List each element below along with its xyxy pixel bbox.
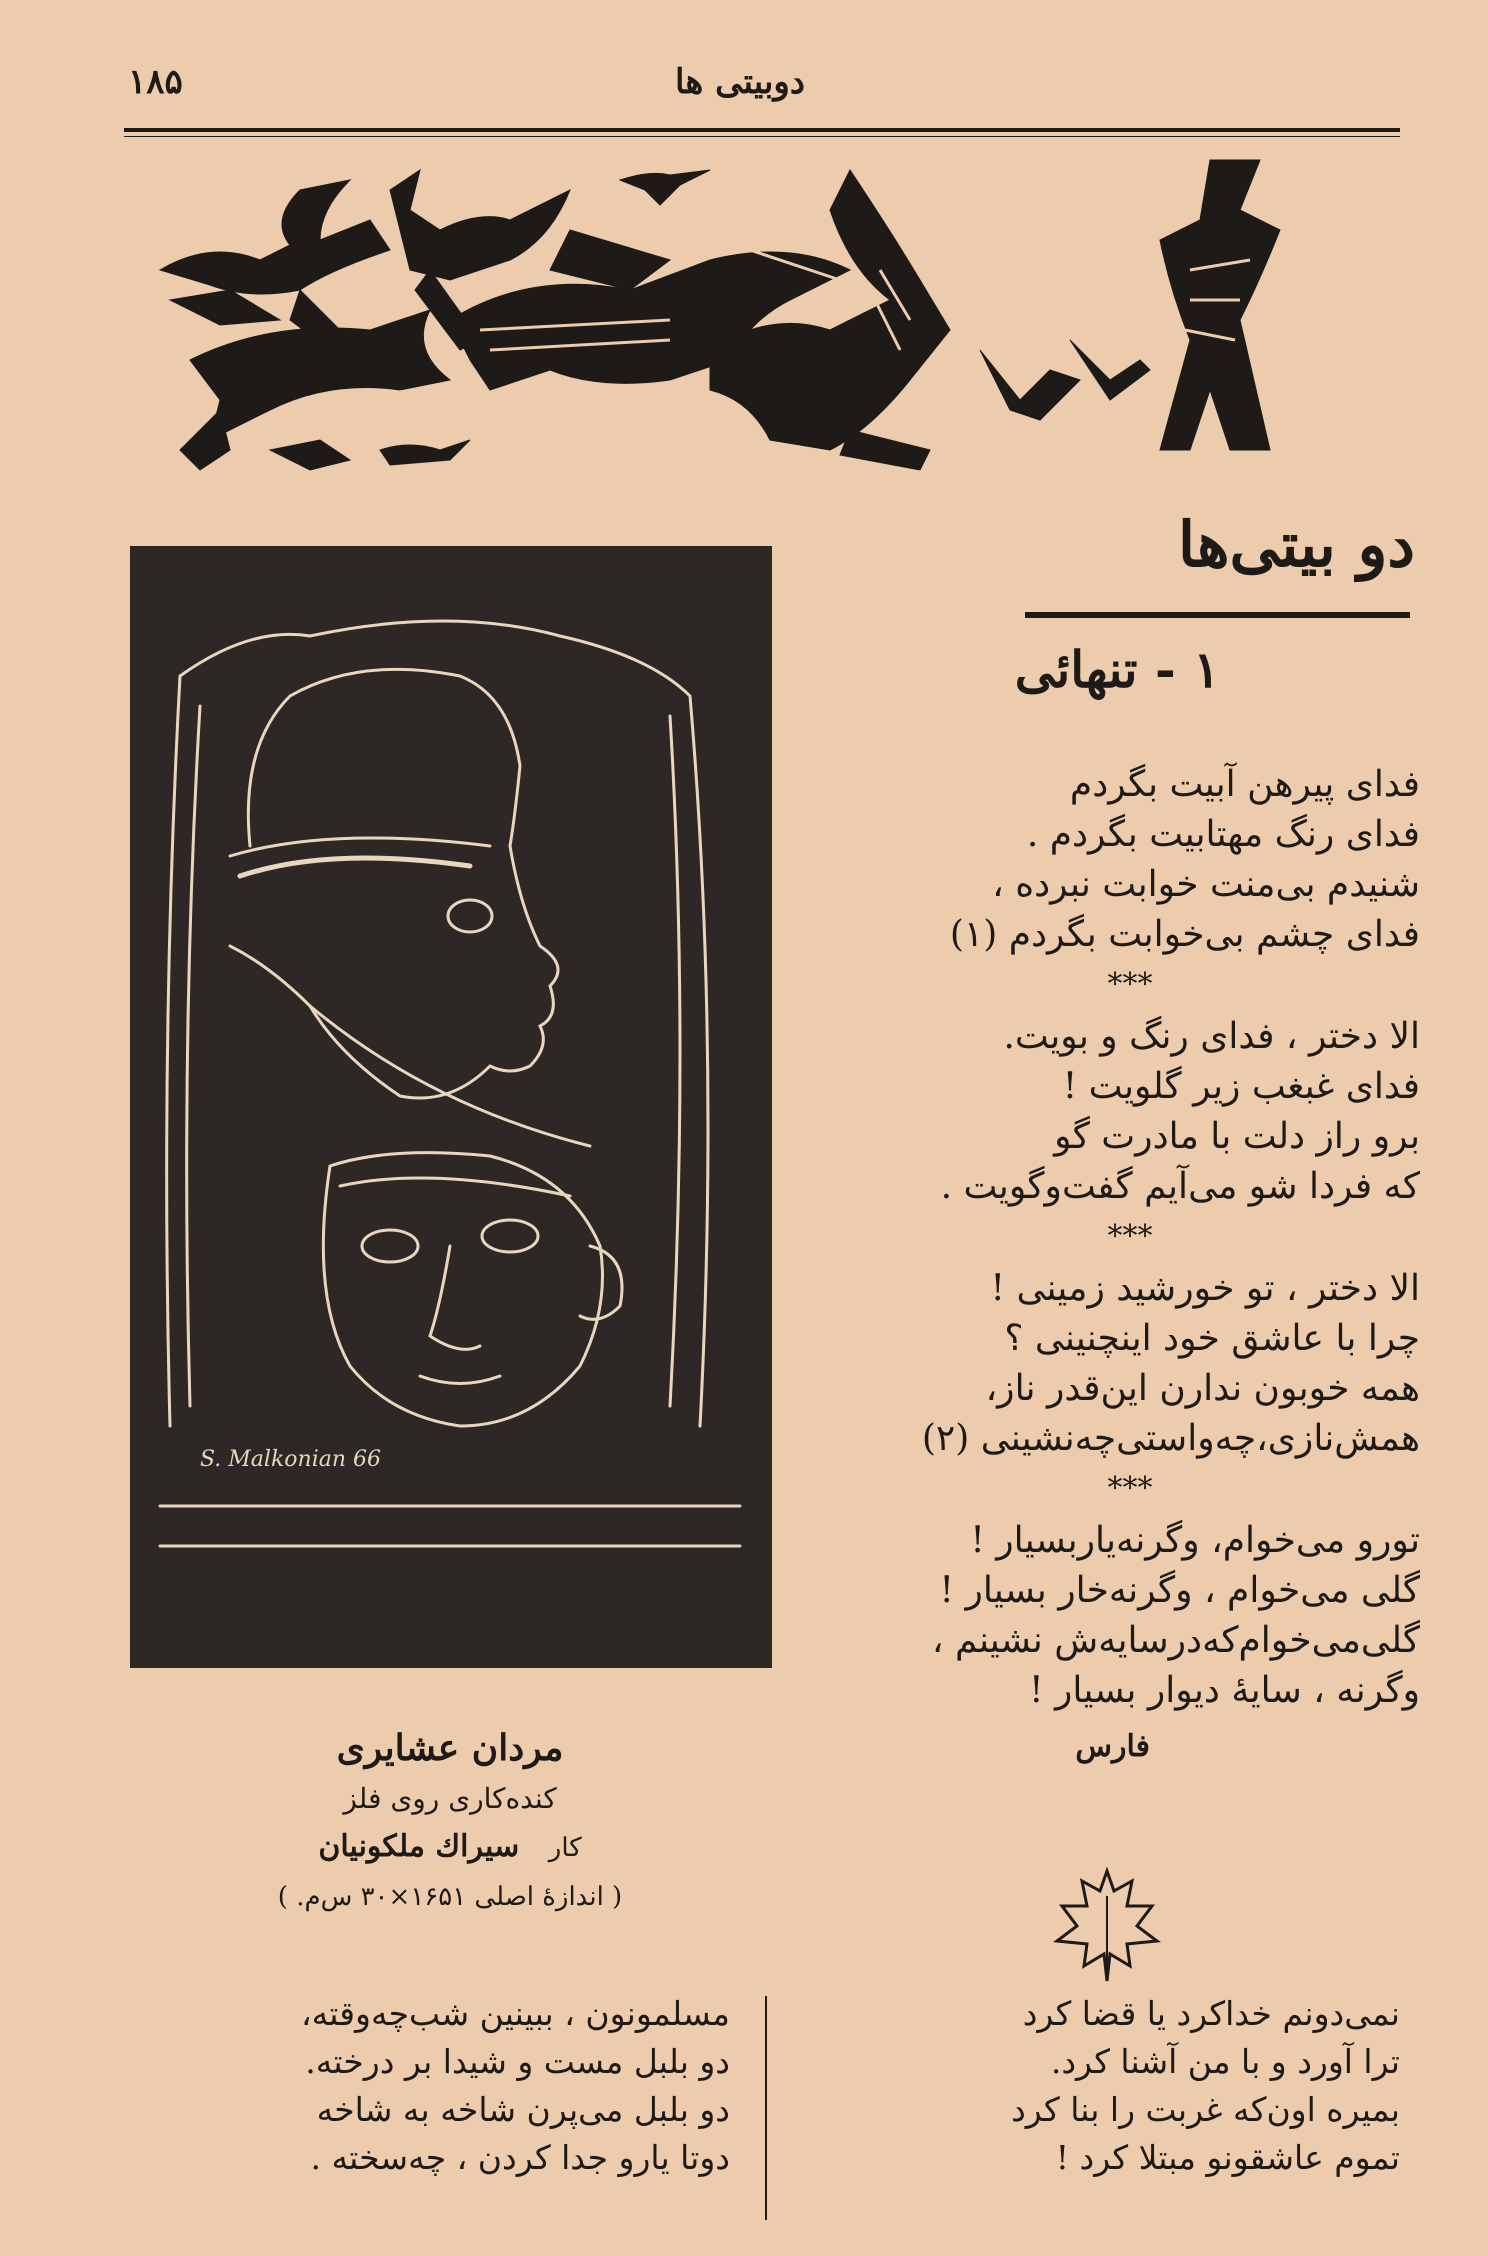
- stanza-separator: ***: [1107, 1219, 1153, 1254]
- artwork-artist-line: [150, 1822, 750, 1873]
- page-number: ۱۸۵: [128, 62, 183, 102]
- bottom-right-poem: [800, 1990, 1400, 2182]
- poem-line: بمیره اون‌که غربت را بنا کرد: [1011, 2090, 1400, 2129]
- artwork-artist: سیراك ملکونیان: [318, 1829, 520, 1864]
- poem-line: دو بلبل می‌پرن شاخه به شاخه: [316, 2090, 730, 2129]
- section-title-rule: [1025, 612, 1410, 618]
- poems-column: [800, 760, 1420, 1772]
- bottom-left-poem: [130, 1990, 730, 2182]
- poem-line: دو بلبل مست و شیدا بر درخته.: [305, 2042, 730, 2081]
- poem-line: ترا آورد و با من آشنا کرد.: [1050, 2042, 1400, 2081]
- artwork-artist-label: کار: [548, 1833, 582, 1863]
- birds-woodcut-illustration: [150, 150, 1380, 490]
- header-rule: [124, 128, 1400, 132]
- poem-line: شنیدم بی‌منت خوابت نبرده ،: [992, 864, 1420, 905]
- artwork-size: ( اندازهٔ اصلی ۱۶۵۱×۳۰ س‌م. ): [277, 1882, 623, 1912]
- stanza-separator: ***: [1107, 967, 1153, 1002]
- poem-line: فدای غبغب زیر گلویت !: [1062, 1066, 1420, 1107]
- poem-line: برو راز دلت با مادرت گو: [1054, 1116, 1420, 1157]
- stanza: [800, 1516, 1420, 1716]
- poem-line: مسلمونون ، ببینین شب‌چه‌وقته،: [300, 1994, 730, 2033]
- poem-line: گلی می‌خوام ، وگرنه‌خار بسیار !: [939, 1570, 1420, 1611]
- artwork-caption: [150, 1720, 750, 1921]
- running-header: دوبیتی ها: [674, 62, 805, 102]
- poem-line: وگرنه ، سایهٔ دیوار بسیار !: [1029, 1670, 1420, 1711]
- poem-line: نمی‌دونم خداکرد یا قضا کرد: [1022, 1994, 1400, 2033]
- poem-line: گلی‌می‌خوام‌که‌درسایه‌ش نشینم ،: [931, 1620, 1420, 1661]
- poem-line: چرا با عاشق خود اینچنینی ؟: [1004, 1318, 1420, 1359]
- poem-line: تموم عاشقونو مبتلا کرد !: [1055, 2138, 1400, 2177]
- poem-title: ۱ - تنهائی: [1014, 640, 1220, 699]
- poem-line: الا دختر ، فدای رنگ و بویت.: [1003, 1016, 1420, 1057]
- column-divider: [765, 1996, 767, 2220]
- artwork-title: مردان عشایری: [336, 1727, 564, 1769]
- artwork-technique: کنده‌کاری روی فلز: [343, 1782, 557, 1815]
- header-rule-thin: [124, 136, 1400, 137]
- artwork-engraving: [130, 546, 772, 1668]
- stanza: [800, 1264, 1420, 1464]
- poem-line: که فردا شو می‌آیم گفت‌وگویت .: [940, 1166, 1420, 1207]
- poem-line: فدای رنگ مهتابیت بگردم .: [1026, 814, 1420, 855]
- section-title: دو بیتی‌ها: [1177, 508, 1415, 581]
- poem-line: تورو می‌خوام، وگرنه‌یاربسیار !: [970, 1520, 1420, 1561]
- poem-line: دوتا یارو جدا کردن ، چه‌سخته .: [310, 2138, 730, 2177]
- leaf-ornament-icon: [1052, 1866, 1162, 1986]
- poem-line: فدای پیرهن آبیت بگردم: [1069, 764, 1420, 805]
- poem-source: فارس: [1075, 1729, 1150, 1764]
- stanza: [800, 760, 1420, 960]
- poem-line: همش‌نازی،چه‌واستی‌چه‌نشینی (۲): [921, 1418, 1420, 1459]
- poem-line: فدای چشم بی‌خوابت بگردم (۱): [949, 914, 1420, 955]
- poem-line: الا دختر ، تو خورشید زمینی !: [990, 1268, 1420, 1309]
- artist-signature: S. Malkonian 66: [200, 1447, 382, 1472]
- poem-line: همه خوبون ندارن این‌قدر ناز،: [985, 1368, 1420, 1409]
- stanza: [800, 1012, 1420, 1212]
- stanza-separator: ***: [1107, 1471, 1153, 1506]
